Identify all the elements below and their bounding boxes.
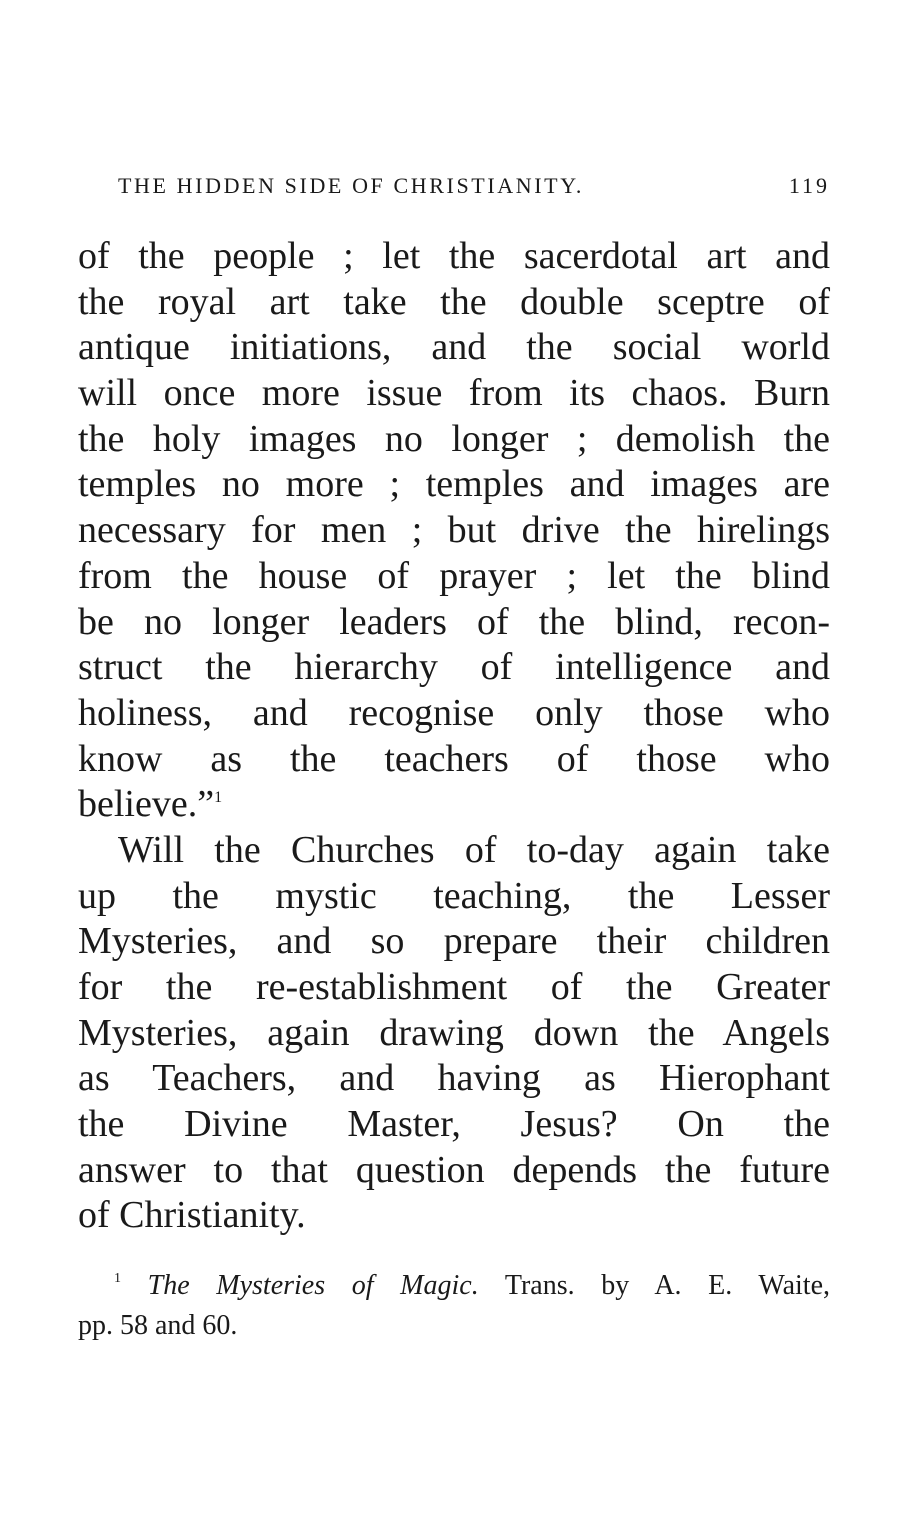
text-line-end: believe.” xyxy=(78,783,215,826)
text-line-last: of Christianity. xyxy=(78,1194,306,1237)
footnote-pages: pp. 58 and 60. xyxy=(78,1310,238,1341)
running-head xyxy=(118,170,830,202)
paragraph-question xyxy=(78,828,830,1239)
text-line: as Teachers, and having as Hierophant xyxy=(78,1057,830,1100)
paragraph-quote-continuation xyxy=(78,234,830,828)
text-line: the holy images no longer ; demolish the xyxy=(78,417,830,460)
text-line: from the house of prayer ; let the blind xyxy=(78,554,830,597)
text-line: antique initiations, and the social world xyxy=(78,326,830,369)
text-line: necessary for men ; but drive the hirelings xyxy=(78,509,830,552)
footnote-source-title: The Mysteries of Magic. xyxy=(147,1270,479,1301)
text-line: be no longer leaders of the blind, recon- xyxy=(78,600,830,643)
footnote-reference: 1 xyxy=(214,789,223,807)
text-line: the Divine Master, Jesus? On the xyxy=(78,1103,830,1146)
body-text xyxy=(78,234,830,1239)
text-line: temples no more ; temples and images are xyxy=(78,463,830,506)
text-line: struct the hierarchy of intelligence and xyxy=(78,646,830,689)
text-line: Mysteries, again drawing down the Angels xyxy=(78,1011,830,1054)
text-line: of the people ; let the sacerdotal art and xyxy=(78,235,830,277)
footnote-translator: Trans. by A. E. Waite, xyxy=(504,1270,831,1301)
text-line: Mysteries, and so prepare their children xyxy=(78,920,830,963)
text-line: up the mystic teaching, the Lesser xyxy=(78,874,830,917)
footnote xyxy=(78,1266,830,1346)
text-line: the royal art take the double sceptre of xyxy=(78,280,830,323)
page-number: 119 xyxy=(788,173,830,198)
text-line: for the re-establishment of the Greater xyxy=(78,966,830,1008)
text-line: holiness, and recognise only those who xyxy=(78,691,830,734)
text-line: answer to that question depends the future xyxy=(78,1148,830,1191)
text-line-last xyxy=(78,782,830,828)
footnote-line xyxy=(78,1266,830,1306)
text-line: Will the Churches of to-day again take xyxy=(118,828,830,871)
text-line: will once more issue from its chaos. Burn xyxy=(78,372,830,415)
text-line: know as the teachers of those who xyxy=(78,737,830,780)
footnote-marker: 1 xyxy=(114,1271,121,1286)
running-head-title: THE HIDDEN SIDE OF CHRISTIANITY. xyxy=(118,173,584,198)
